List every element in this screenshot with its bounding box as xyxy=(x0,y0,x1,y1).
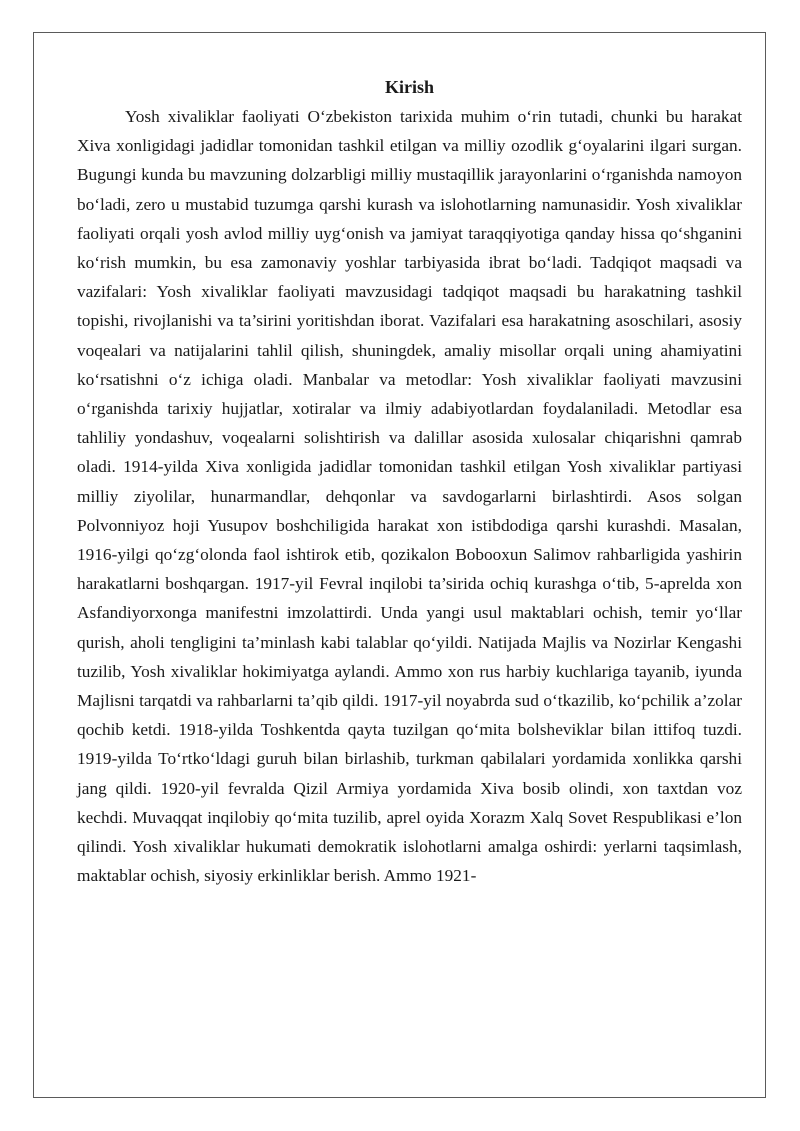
section-title: Kirish xyxy=(384,77,434,97)
document-body xyxy=(77,73,742,890)
body-paragraph: Yosh xivaliklar faoliyati O‘zbekiston tarixida muhim o‘rin tutadi, chunki bu harakat Xiva xonligidagi jadidlar tomonidan tashkil etilgan va milliy ozodlik g‘oyalarini ilgari surgan. Bugungi kunda bu mavzuning dolzarbligi milliy mustaqillik jarayonlarini o‘rganishda namoyon bo‘ladi, zero u mustabid tuzumga qarshi kurash va islohotlarning namunasidir. Yosh xivaliklar faoliyati orqali yosh avlod milliy uyg‘onish va jamiyat taraqqiyotiga qanday hissa qo‘shganini ko‘rish mumkin, bu esa zamonaviy yoshlar tarbiyasida ibrat bo‘ladi. Tadqiqot maqsadi va vazifalari: Yosh xivaliklar faoliyati mavzusidagi tadqiqot maqsadi bu harakatning tashkil topishi, rivojlanishi va ta’sirini yoritishdan iborat. Vazifalari esa harakatning asoschilari, asosiy voqealari va natijalarini tahlil qilish, shuningdek, amaliy misollar orqali uning ahamiyatini ko‘rsatishni o‘z ichiga oladi. Manbalar va metodlar: Yosh xivaliklar faoliyati mavzusini o‘rganishda tarixiy hujjatlar, xotiralar va ilmiy adabiyotlardan foydalaniladi. Metodlar esa tahliliy yondashuv, voqealarni solishtirish va dalillar asosida xulosalar chiqarishni qamrab oladi. 1914-yilda Xiva xonligida jadidlar tomonidan tashkil etilgan Yosh xivaliklar partiyasi milliy ziyolilar, hunarmandlar, dehqonlar va savdogarlarni birlashtirdi. Asos solgan Polvonniyoz hoji Yusupov boshchiligida harakat xon istibdodiga qarshi kurashdi. Masalan, 1916-yilgi qo‘zg‘olonda faol ishtirok etib, qozikalon Bobooxun Salimov rahbarligida yashirin harakatlarni boshqargan. 1917-yil Fevral inqilobi ta’sirida ochiq kurashga o‘tib, 5-aprelda xon Asfandiyorxonga manifestni imzolattirdi. Unda yangi usul maktablari ochish, temir yo‘llar qurish, aholi tengligini ta’minlash kabi talablar qo‘yildi. Natijada Majlis va Nozirlar Kengashi tuzilib, Yosh xivaliklar hokimiyatga aylandi. Ammo xon rus harbiy kuchlariga tayanib, iyunda Majlisni tarqatdi va rahbarlarni ta’qib qildi. 1917-yil noyabrda sud o‘tkazilib, ko‘pchilik a’zolar qochib ketdi. 1918-yilda Toshkentda qayta tuzilgan qo‘mita bolsheviklar bilan ittifoq tuzdi. 1919-yilda To‘rtko‘ldagi guruh bilan birlashib, turkman qabilalari yordamida xonlikka qarshi jang qildi. 1920-yil fevralda Qizil Armiya yordamida Xiva bosib olindi, xon taxtdan voz kechdi. Muvaqqat inqilobiy qo‘mita tuzilib, aprel oyida Xorazm Xalq Sovet Respublikasi e’lon qilindi. Yosh xivaliklar hukumati demokratik islohotlarni amalga oshirdi: yerlarni taqsimlash, maktablar ochish, siyosiy erkinliklar berish. Ammo 1921- xyxy=(77,107,742,886)
